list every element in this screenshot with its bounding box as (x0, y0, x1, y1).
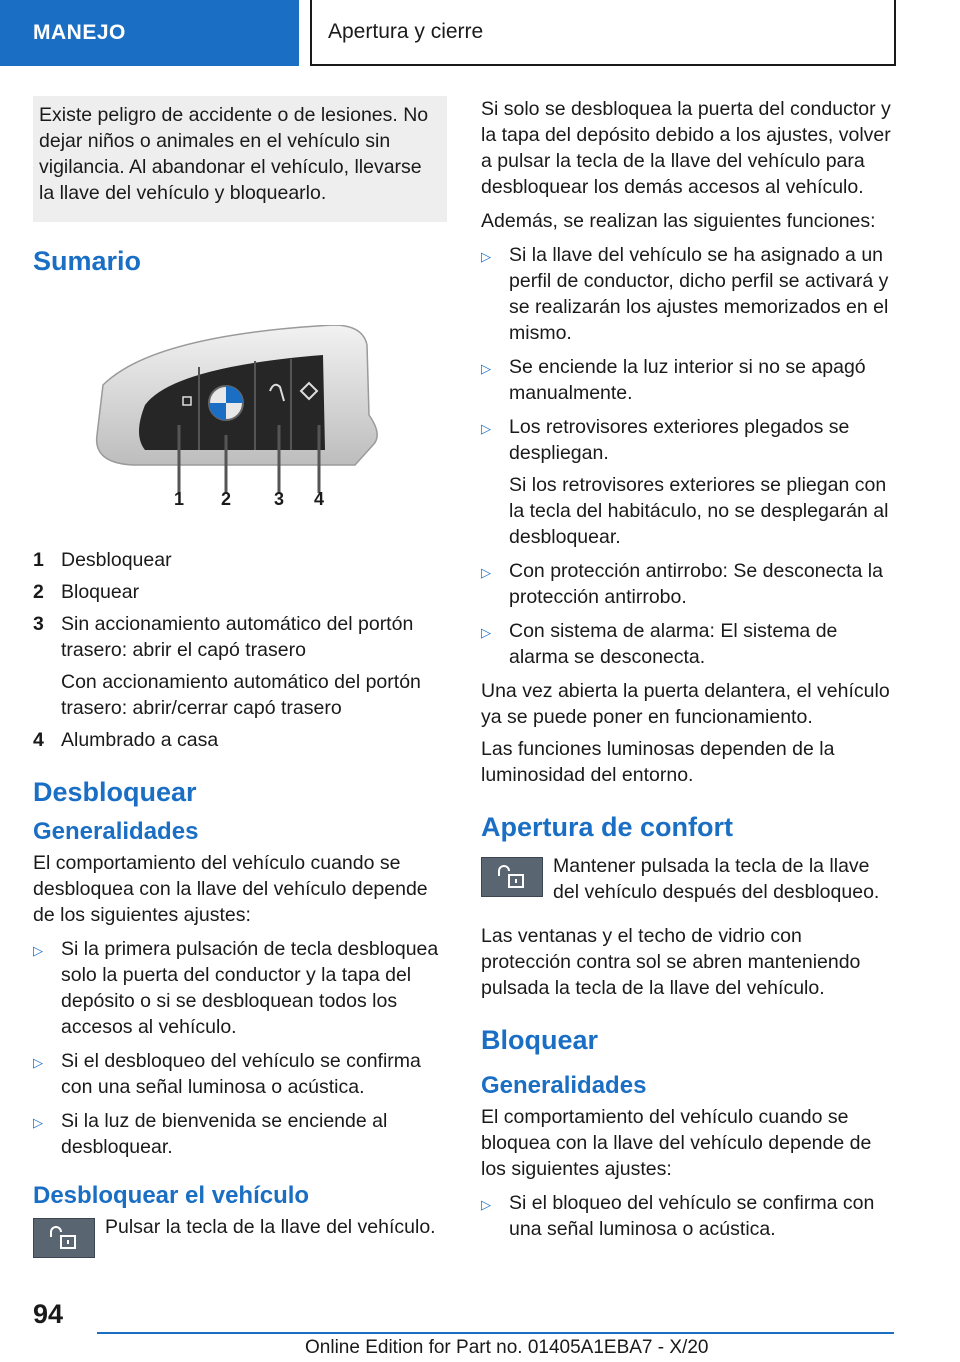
intro-text-2: Además, se realizan las siguientes funciones: (481, 210, 876, 232)
general-heading: Generalidades (33, 818, 199, 845)
footer-edition: Online Edition for Part no. 01405A1EBA7 - X/20 (305, 1337, 709, 1358)
list-item: ▷ Con protección antirrobo: Se desconecta la protección antirrobo. (481, 560, 883, 608)
unlock-vehicle-row (33, 1214, 447, 1258)
footer-divider (97, 1332, 894, 1334)
intro-text-1: Si solo se desbloquea la puerta del conductor y la tapa del depósito debido a los ajustes, volver a pulsar la tecla de la llave del vehículo para desbloquear los demás accesos al vehículo. (481, 98, 891, 198)
legend-item: 1 Desbloquear (33, 549, 172, 571)
general-text: El comportamiento del vehículo cuando se desbloquea con la llave del vehículo depende de los siguientes ajustes: (33, 852, 428, 926)
bullet-icon: ▷ (481, 565, 491, 580)
unlock-vehicle-heading: Desbloquear el vehículo (33, 1182, 310, 1209)
bullet-icon: ▷ (481, 421, 491, 436)
key-figure (33, 325, 447, 525)
function-bullets (481, 242, 895, 670)
bullet-icon: ▷ (33, 1115, 43, 1130)
car-key-illustration (33, 325, 447, 525)
after-text-2: Las funciones luminosas dependen de la luminosidad del entorno. (481, 738, 835, 786)
lock-general-heading: Generalidades (481, 1072, 647, 1099)
list-item: ▷ Si la luz de bienvenida se enciende al desbloquear. (33, 1110, 388, 1158)
legend-item: 4 Alumbrado a casa (33, 729, 219, 751)
lock-bullets (481, 1190, 895, 1242)
list-item: ▷ Los retrovisores exteriores plegados se despliegan. Si los retrovisores exteriores se pliegan con la tecla del habitáculo, no se desplegarán al desbloquear. (481, 416, 889, 548)
comfort-heading: Apertura de confort (481, 812, 734, 842)
list-item: ▷ Con sistema de alarma: El sistema de alarma se desconecta. (481, 620, 838, 668)
bullet-icon: ▷ (481, 249, 491, 264)
lock-general-text: El comportamiento del vehículo cuando se bloquea con la llave del vehículo depende de los siguientes ajustes: (481, 1106, 872, 1180)
lock-heading: Bloquear (481, 1025, 599, 1055)
list-item: ▷ Se enciende la luz interior si no se apagó manualmente. (481, 356, 866, 404)
legend-item: 2 Bloquear (33, 581, 140, 603)
unlock-key-icon (481, 857, 543, 897)
page-number: 94 (33, 1299, 64, 1329)
bullet-icon: ▷ (481, 1197, 491, 1212)
bullet-icon: ▷ (33, 1055, 43, 1070)
warning-box (33, 96, 447, 222)
page-header (310, 0, 896, 66)
right-column (481, 96, 895, 1250)
list-item: ▷ Si el desbloqueo del vehículo se confirma con una señal luminosa o acústica. (33, 1050, 421, 1098)
left-column (33, 96, 447, 1258)
section-label: MANEJO (33, 21, 126, 44)
page-header-title: Apertura y cierre (328, 20, 484, 43)
list-item: ▷ Si la primera pulsación de tecla desbloquea solo la puerta del conductor y la tapa del depósito o si se desbloquean todos los accesos al vehículo. (33, 938, 439, 1038)
legend-item: 3 Sin accionamiento automático del portón trasero: abrir el capó trasero Con accionamiento automático del portón trasero: abrir/cerrar capó trasero (33, 613, 421, 719)
figure-label-2: 2 (221, 489, 232, 509)
general-bullets (33, 936, 447, 1160)
bullet-icon: ▷ (33, 943, 43, 958)
comfort-icon-text: Mantener pulsada la tecla de la llave del vehículo después del desbloqueo. (553, 855, 880, 903)
unlock-key-icon (33, 1218, 95, 1258)
key-legend (33, 547, 447, 753)
figure-label-4: 4 (314, 489, 325, 509)
figure-label-1: 1 (174, 489, 185, 509)
warning-text: Existe peligro de accidente o de lesiones. No dejar niños o animales en el vehículo sin vigilancia. Al abandonar el vehículo, llevarse la llave del vehículo y bloquearlo. (39, 104, 429, 204)
list-item: ▷ Si el bloqueo del vehículo se confirma con una señal luminosa o acústica. (481, 1192, 875, 1240)
list-item: ▷ Si la llave del vehículo se ha asignado a un perfil de conductor, dicho perfil se activará y se realizarán los ajustes memorizados en el mismo. (481, 244, 889, 344)
comfort-text: Las ventanas y el techo de vidrio con protección contra sol se abren manteniendo pulsada la tecla de la llave del vehículo. (481, 925, 861, 999)
figure-label-3: 3 (274, 489, 285, 509)
summary-heading: Sumario (33, 246, 142, 276)
section-tab (0, 0, 299, 66)
unlock-heading: Desbloquear (33, 777, 197, 807)
after-text-1: Una vez abierta la puerta delantera, el vehículo ya se puede poner en funcionamiento. (481, 680, 890, 728)
comfort-row (481, 853, 895, 905)
bullet-icon: ▷ (481, 361, 491, 376)
unlock-vehicle-text: Pulsar la tecla de la llave del vehículo. (105, 1216, 436, 1238)
bullet-icon: ▷ (481, 625, 491, 640)
